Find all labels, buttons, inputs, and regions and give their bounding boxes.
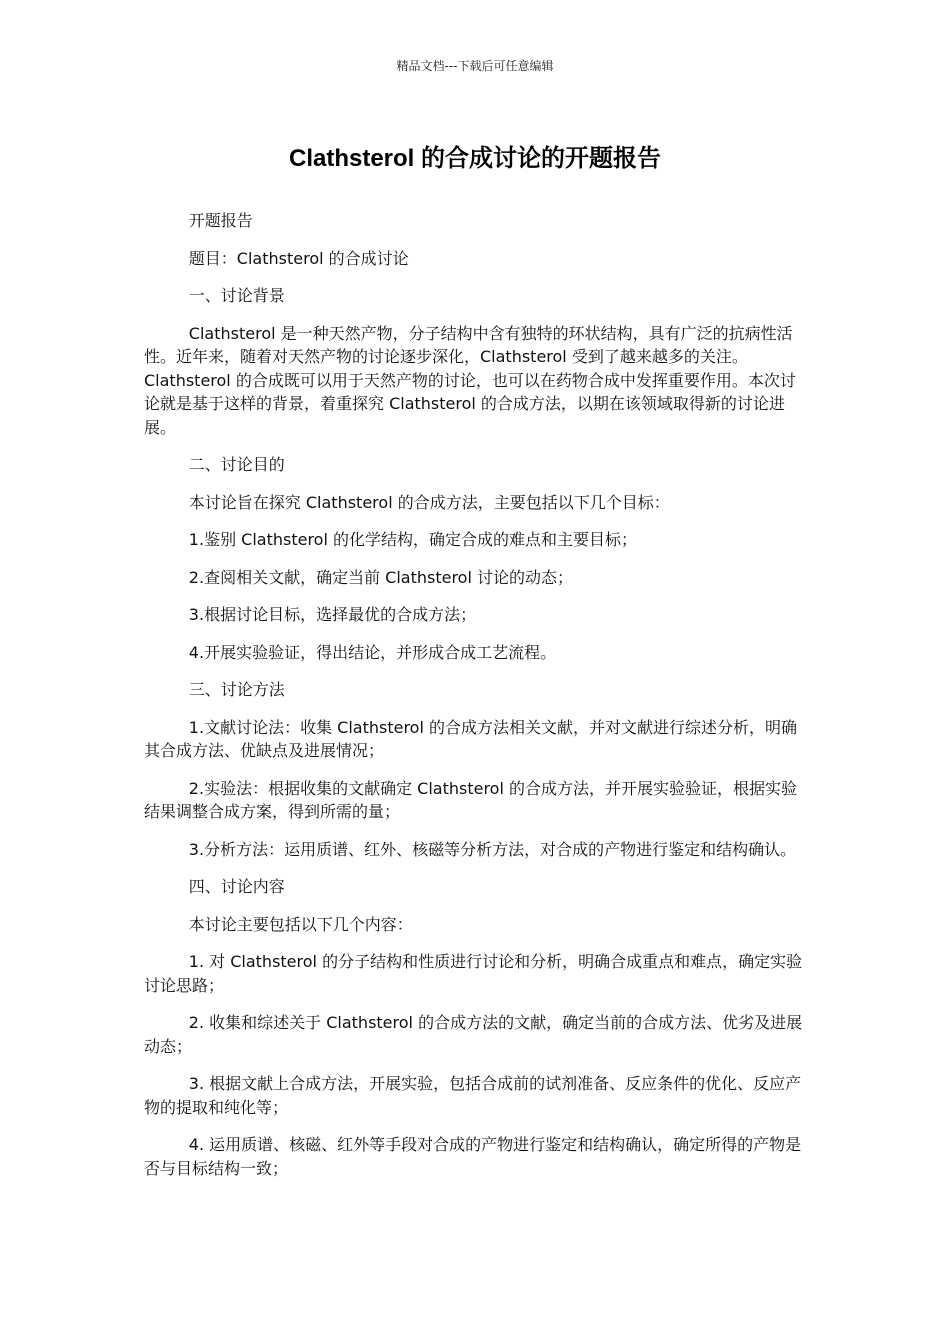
section-heading: 二、讨论目的 — [188, 455, 285, 474]
document-title: Clathsterol 的合成讨论的开题报告 — [288, 145, 662, 172]
section-heading: 一、讨论背景 — [188, 286, 285, 305]
paragraph: 本讨论旨在探究 Clathsterol 的合成方法，主要包括以下几个目标： — [188, 492, 670, 512]
page-header: 精品文档---下载后可任意编辑 — [396, 59, 554, 73]
list-item: 3.分析方法：运用质谱、红外、核磁等分析方法，对合成的产物进行鉴定和结构确认。 — [188, 839, 797, 859]
section-heading: 四、讨论内容 — [188, 877, 285, 896]
list-item: 4. 运用质谱、核磁、红外等手段对合成的产物进行鉴定和结构确认，确定所得的产物是否与目标结构一致； — [144, 1135, 802, 1178]
list-item: 4.开展实验验证，得出结论，并形成合成工艺流程。 — [188, 642, 557, 662]
list-item: 3.根据讨论目标，选择最优的合成方法； — [188, 605, 477, 624]
list-item: 2.查阅相关文献，确定当前 Clathsterol 讨论的动态； — [188, 567, 573, 587]
list-item: 1.文献讨论法：收集 Clathsterol 的合成方法相关文献，并对文献进行综述分析，明确其合成方法、优缺点及进展情况； — [144, 717, 797, 760]
list-item: 1.鉴别 Clathsterol 的化学结构，确定合成的难点和主要目标； — [188, 530, 637, 549]
paragraph: 本讨论主要包括以下几个内容： — [188, 914, 413, 934]
list-item: 2.实验法：根据收集的文献确定 Clathsterol 的合成方法，并开展实验验证，根据实验结果调整合成方案，得到所需的量； — [144, 778, 797, 821]
list-item: 3. 根据文献上合成方法，开展实验，包括合成前的试剂准备、反应条件的优化、反应产物的提取和纯化等； — [144, 1074, 802, 1117]
list-item: 2. 收集和综述关于 Clathsterol 的合成方法的文献，确定当前的合成方法、优劣及进展动态； — [144, 1013, 803, 1056]
paragraph: Clathsterol 是一种天然产物，分子结构中含有独特的环状结构，具有广泛的抗病性活性。近年来，随着对天然产物的讨论逐步深化，Clathsterol 受到了越来越多的关注。Clathsterol 的合成既可以用于天然产物的讨论，也可以在药物合成中发挥重要作用。本次讨论就是基于这样的背景，着重探究 Clathsterol 的合成方法，以期在该领域取得新的讨论进展。 — [144, 323, 796, 437]
document-body — [144, 209, 808, 1194]
paragraph: 开题报告 — [188, 211, 253, 230]
section-heading: 三、讨论方法 — [188, 680, 285, 699]
paragraph: 题目：Clathsterol 的合成讨论 — [188, 248, 409, 268]
list-item: 1. 对 Clathsterol 的分子结构和性质进行讨论和分析，明确合成重点和难点，确定实验讨论思路； — [144, 952, 803, 995]
